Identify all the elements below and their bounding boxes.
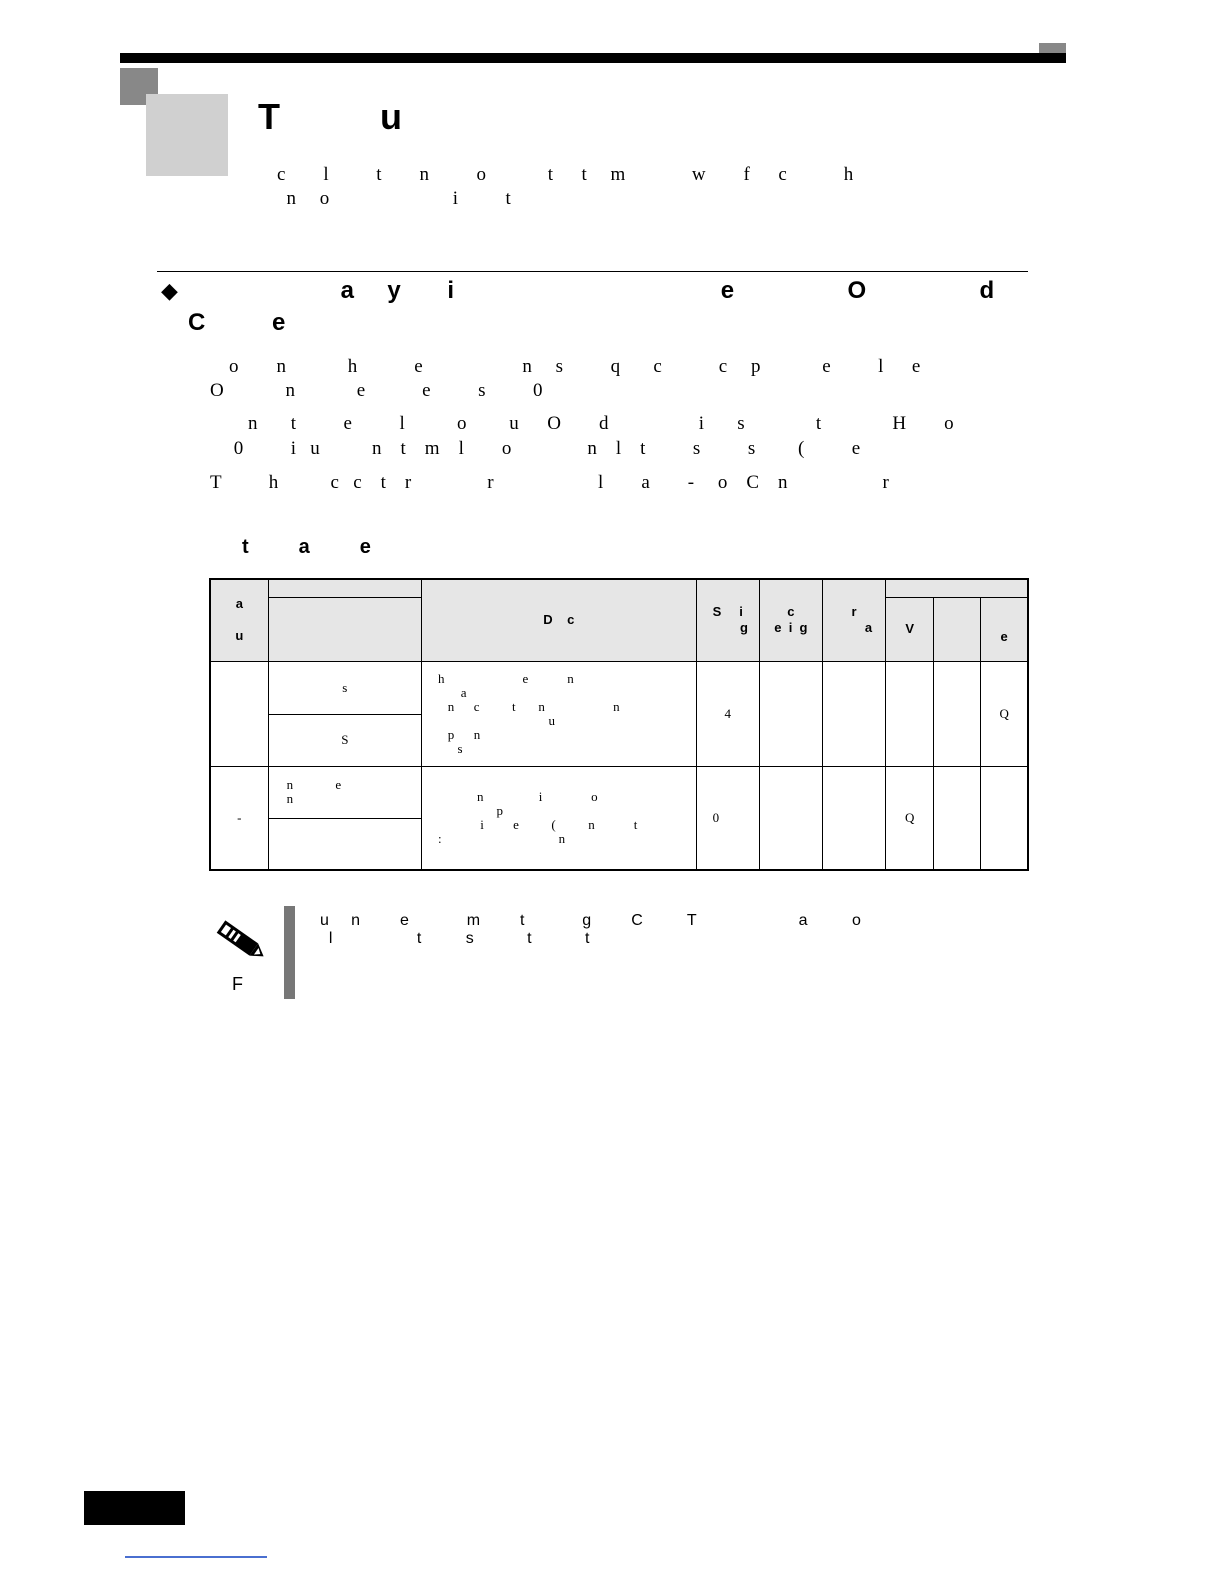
row1-setting-range: 4 bbox=[696, 661, 759, 766]
row2-method-3 bbox=[981, 766, 1028, 870]
header-method-vf: V bbox=[886, 597, 934, 661]
row2-parameter-number: - bbox=[210, 766, 268, 870]
header-control-methods bbox=[886, 579, 1028, 597]
diamond-bullet-icon: ◆ bbox=[161, 279, 178, 304]
row2-method-1: Q bbox=[886, 766, 934, 870]
header-change-during-operation: r a bbox=[822, 579, 885, 661]
row1-method-2 bbox=[934, 661, 981, 766]
header-setting-range: S i g bbox=[696, 579, 759, 661]
row1-name-display: s bbox=[268, 661, 421, 714]
header-rule bbox=[120, 53, 1066, 63]
row2-name-operator bbox=[268, 818, 421, 870]
paragraph-1-line-2: O n e e s 0 bbox=[210, 380, 543, 401]
intro-line-1: c l t n o t t m w f c h bbox=[258, 164, 854, 185]
section-heading-line-2: C e bbox=[188, 309, 286, 336]
note-line-1: u n e m t g C T a o bbox=[320, 912, 861, 929]
note-line-2: l t s t t bbox=[320, 930, 590, 947]
header-tab-marker bbox=[1039, 43, 1066, 53]
row2-description: n i o p i e ( n t : n bbox=[422, 766, 697, 870]
row2-change-during-operation bbox=[822, 766, 885, 870]
table-caption: t a e bbox=[242, 536, 371, 558]
header-parameter-number: a u bbox=[210, 579, 268, 661]
row2-name-display: n e n bbox=[268, 766, 421, 818]
chapter-marker-light bbox=[146, 94, 228, 176]
note-label: F bbox=[232, 974, 243, 994]
paragraph-2-line-1: n t e l o u O d i s t H o bbox=[210, 413, 954, 434]
section-divider bbox=[157, 271, 1028, 272]
section-heading-line-1: a y i e O d bbox=[274, 277, 995, 304]
page-number-box bbox=[84, 1491, 185, 1525]
footer-link-underline[interactable] bbox=[125, 1556, 267, 1558]
row1-method-1 bbox=[886, 661, 934, 766]
row2-method-2 bbox=[934, 766, 981, 870]
row1-change-during-operation bbox=[822, 661, 885, 766]
row1-name-operator: S bbox=[268, 714, 421, 766]
paragraph-3: T h c c t r r l a - o C n r bbox=[210, 472, 889, 493]
header-name-bottom bbox=[268, 597, 421, 661]
row1-factory-setting bbox=[759, 661, 822, 766]
intro-line-2: n o i t bbox=[258, 188, 511, 209]
header-name-top bbox=[268, 579, 421, 597]
row1-parameter-number bbox=[210, 661, 268, 766]
note-sidebar bbox=[284, 906, 295, 999]
row1-method-3: Q bbox=[981, 661, 1028, 766]
parameter-table bbox=[209, 578, 1029, 871]
header-method-2 bbox=[934, 597, 981, 661]
pencil-icon bbox=[208, 915, 270, 967]
page-title: T u bbox=[258, 96, 403, 137]
row2-factory-setting bbox=[759, 766, 822, 870]
header-method-3: e bbox=[981, 597, 1028, 661]
row1-description: h e n a n c t n n u p n s bbox=[422, 661, 697, 766]
header-description: D c bbox=[422, 579, 697, 661]
row2-setting-range: 0 bbox=[696, 766, 759, 870]
paragraph-1-line-1: o n h e n s q c c p e l e bbox=[210, 356, 921, 377]
header-factory-setting: c e i g bbox=[759, 579, 822, 661]
paragraph-2-line-2: 0 i u n t m l o n l t s s ( e bbox=[210, 438, 861, 459]
